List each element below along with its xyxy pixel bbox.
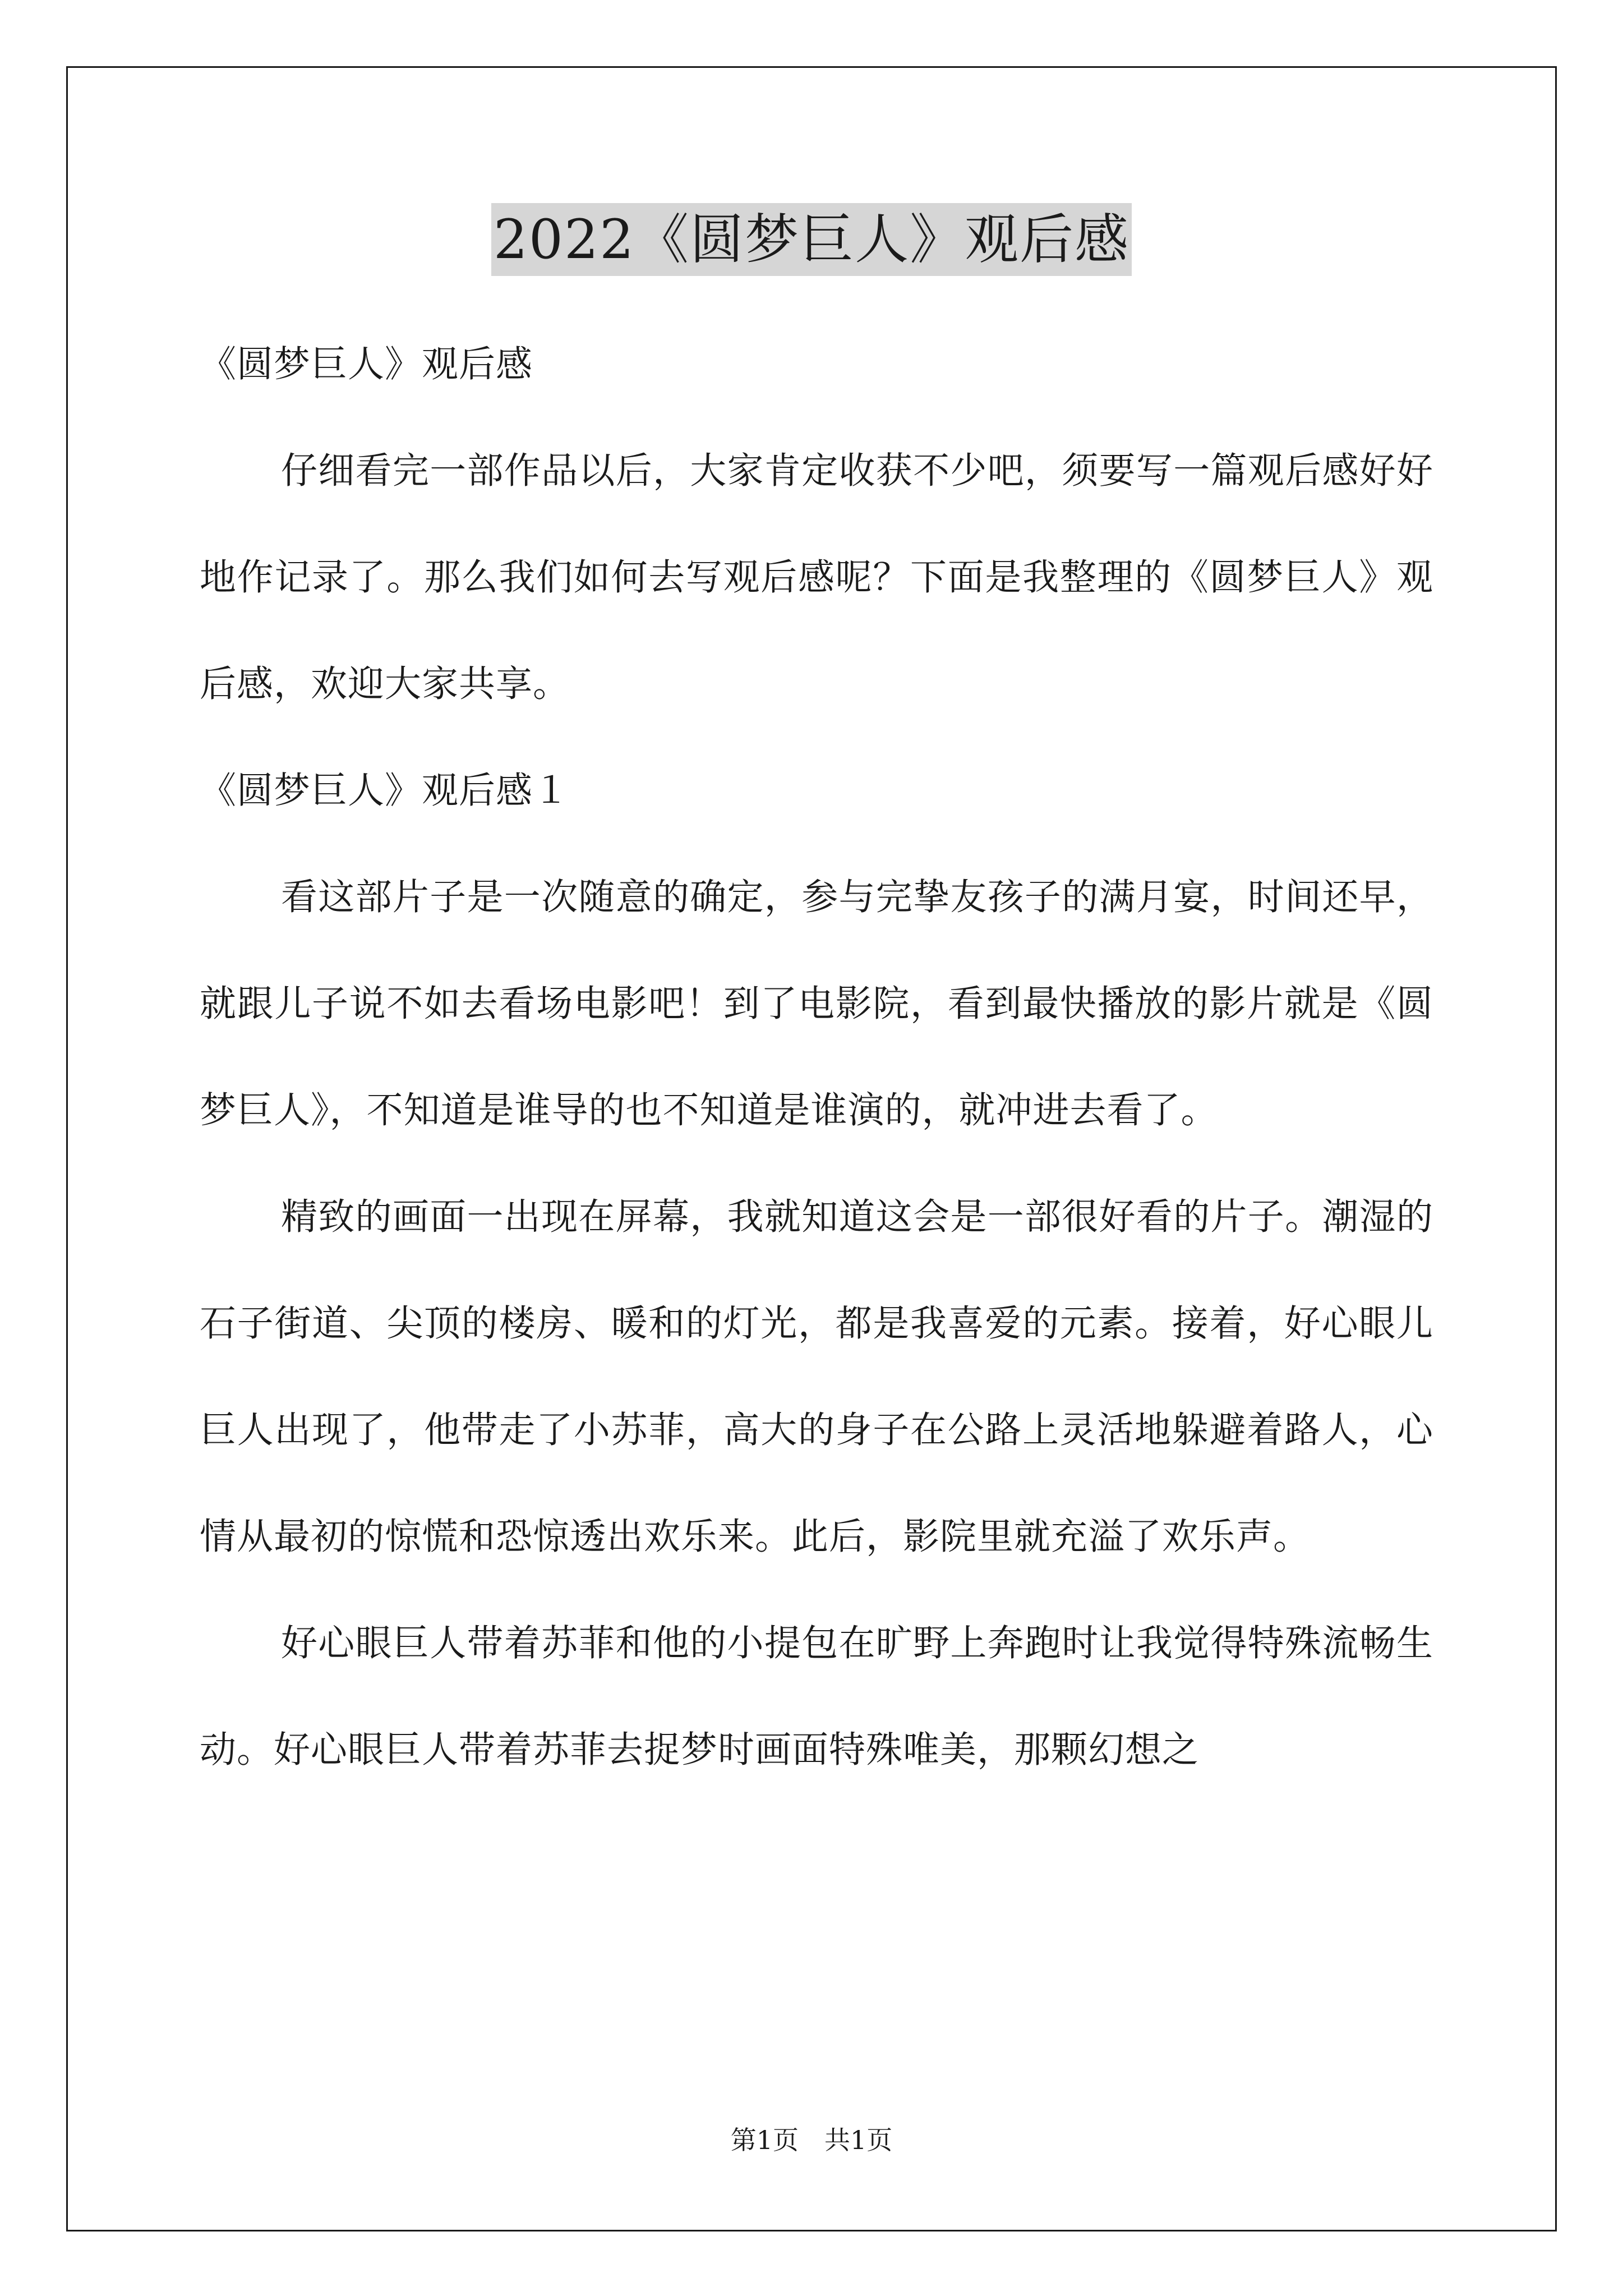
document-title: 2022《圆梦巨人》观后感 <box>491 203 1132 276</box>
document-body <box>200 311 1433 1803</box>
body-paragraph: 仔细看完一部作品以后，大家肯定收获不少吧，须要写一篇观后感好好地作记录了。那么我们如何去写观后感呢？下面是我整理的《圆梦巨人》观后感，欢迎大家共享。 <box>200 450 1433 705</box>
section-heading: 《圆梦巨人》观后感 <box>200 343 533 385</box>
body-paragraph: 好心眼巨人带着苏菲和他的小提包在旷野上奔跑时让我觉得特殊流畅生动。好心眼巨人带着苏菲去捉梦时画面特殊唯美，那颗幻想之 <box>200 1622 1433 1771</box>
body-paragraph: 精致的画面一出现在屏幕，我就知道这会是一部很好看的片子。潮湿的石子街道、尖顶的楼房、暖和的灯光，都是我喜爱的元素。接着，好心眼儿巨人出现了，他带走了小苏菲，高大的身子在公路上灵活地躲避着路人，心情从最初的惊慌和恐惊透出欢乐来。此后，影院里就充溢了欢乐声。 <box>200 1196 1433 1558</box>
page-number: 第1页 <box>730 2125 799 2155</box>
section-heading: 《圆梦巨人》观后感１ <box>200 770 570 812</box>
title-container <box>0 203 1623 276</box>
body-paragraph: 看这部片子是一次随意的确定，参与完挚友孩子的满月宴，时间还早，就跟儿子说不如去看场电影吧！到了电影院，看到最快播放的影片就是《圆梦巨人》，不知道是谁导的也不知道是谁演的，就冲进去看了。 <box>200 876 1433 1131</box>
page-total: 共1页 <box>824 2125 893 2155</box>
page-footer <box>0 2123 1623 2157</box>
